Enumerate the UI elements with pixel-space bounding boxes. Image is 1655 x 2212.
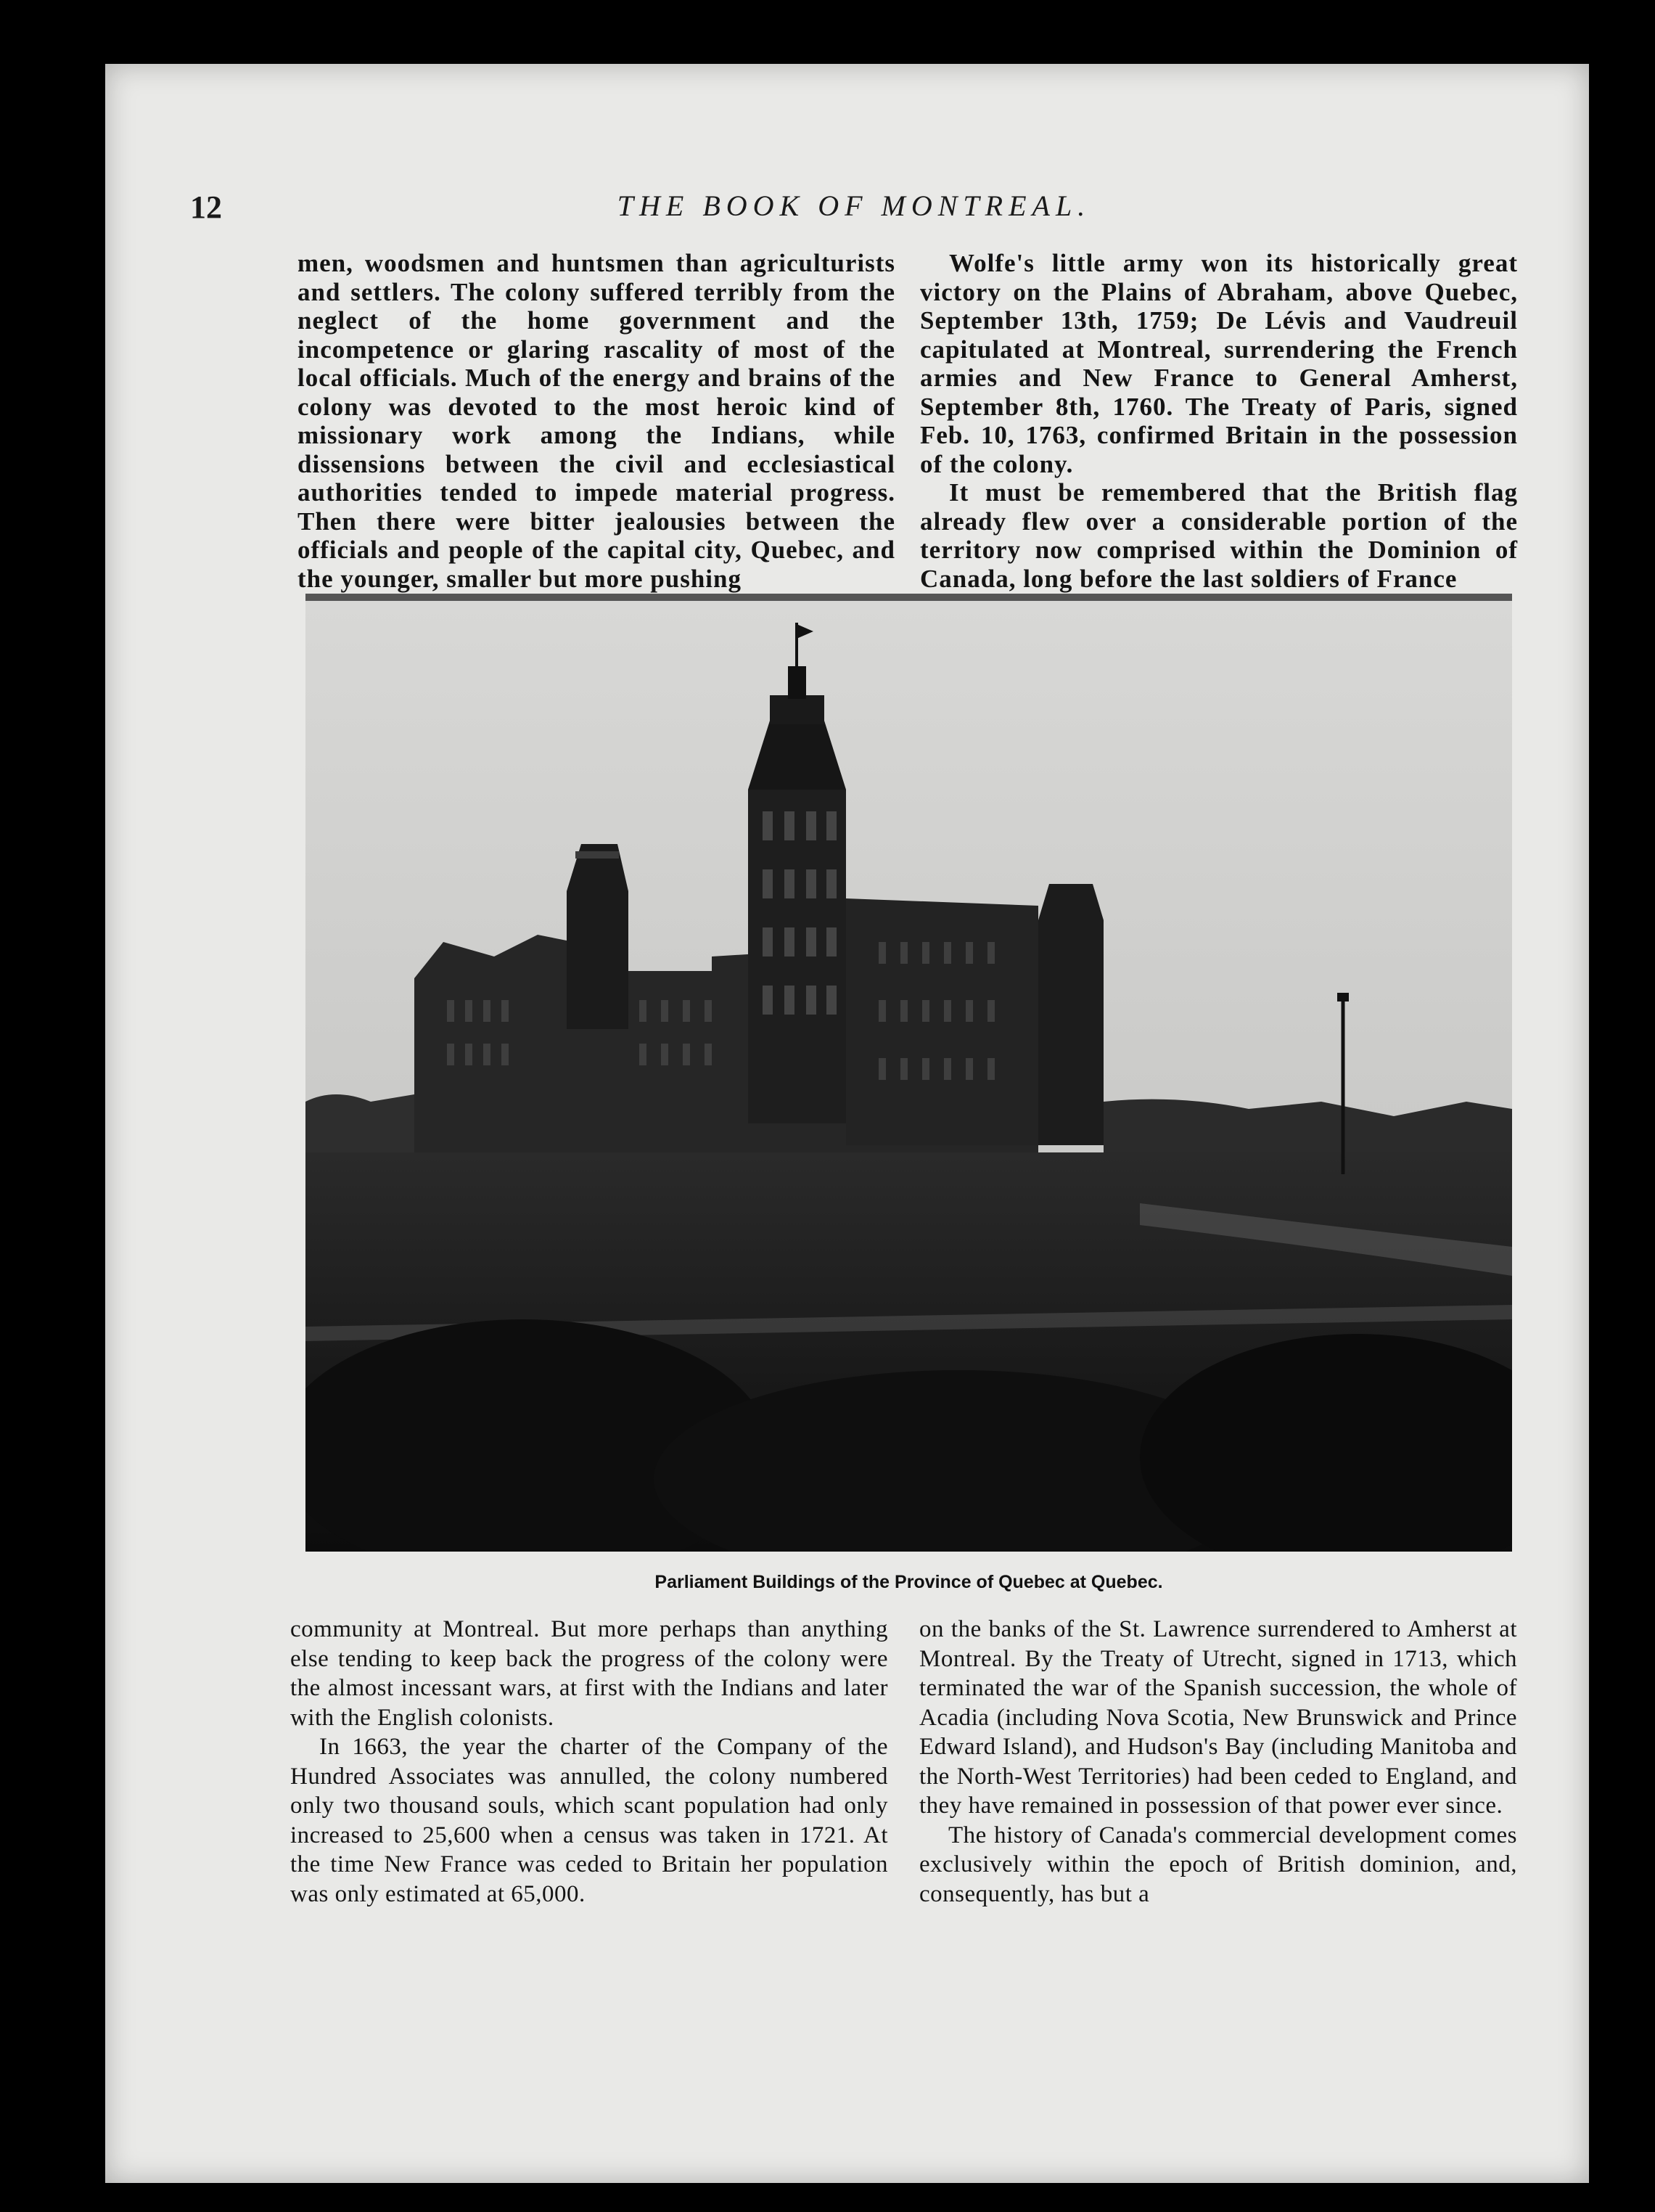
paragraph: In 1663, the year the charter of the Company of the Hundred Associates was annulled, the colony numbered only two thousand souls, which scant population had only increased to 25,600 when a census was taken in 1721. At the time New France was ceded to Britain her population was only estimated at 65,000. — [290, 1734, 888, 1907]
bottom-left-column — [290, 1615, 888, 1909]
parliament-buildings-photo — [305, 594, 1512, 1552]
paragraph: men, woodsmen and huntsmen than agriculturists and settlers. The colony suffered terribly from the neglect of the home government and the incompetence or glaring rascality of most of the local officials. Much of the energy and brains of the colony was devoted to the most heroic kind of missionary work among the Indians, while dissensions between the civil and ecclesiastical authorities tended to impede material progress. Then there were bitter jealousies between the officials and people of the capital city, Quebec, and the younger, smaller but more pushing — [297, 249, 895, 593]
top-left-column — [297, 249, 895, 593]
bottom-right-column — [919, 1615, 1517, 1909]
running-title: THE BOOK OF MONTREAL. — [617, 189, 1091, 222]
figure-caption: Parliament Buildings of the Province of Quebec at Quebec. — [654, 1572, 1163, 1592]
paragraph: It must be remembered that the British flag already flew over a considerable portion of the territory now comprised within the Dominion of Canada, long before the last soldiers of France — [920, 478, 1518, 593]
top-right-column — [920, 249, 1518, 593]
paragraph: Wolfe's little army won its historically great victory on the Plains of Abraham, above Quebec, September 13th, 1759; De Lévis and Vaudreuil capitulated at Montreal, surrendering the French armies and New France to General Amherst, September 8th, 1760. The Treaty of Paris, signed Feb. 10, 1763, confirmed Britain in the possession of the colony. — [920, 249, 1518, 478]
paragraph: community at Montreal. But more perhaps than anything else tending to keep back the progress of the colony were the almost incessant wars, at first with the Indians and later with the English colonists. — [290, 1616, 888, 1731]
page-header — [190, 189, 1518, 232]
page-number: 12 — [190, 189, 222, 225]
paragraph: on the banks of the St. Lawrence surrendered to Amherst at Montreal. By the Treaty of Utrecht, signed in 1713, which terminated the war of the Spanish succession, the whole of Acadia (including Nova Scotia, New Brunswick and Prince Edward Island), and Hudson's Bay (including Manitoba and the North-West Territories) had been ceded to England, and they have remained in possession of that power ever since. — [919, 1616, 1517, 1819]
paragraph: The history of Canada's commercial development comes exclusively within the epoch of British dominion, and, consequently, has but a — [919, 1822, 1517, 1907]
